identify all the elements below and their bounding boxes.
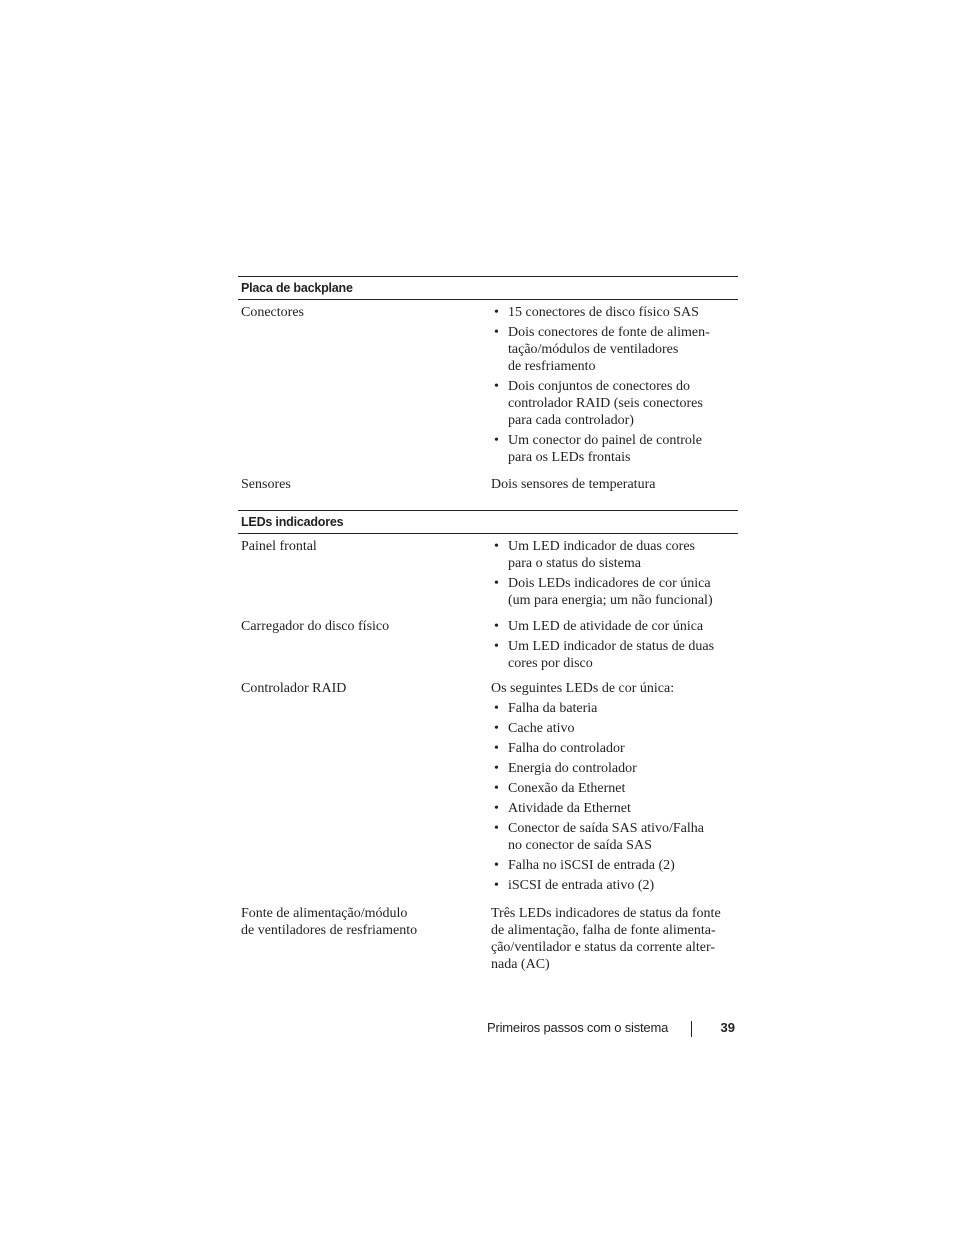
bullet-text: Um LED de atividade de cor única — [508, 619, 704, 634]
row-label: Painel frontal — [241, 539, 317, 554]
bullet-icon: • — [494, 305, 499, 320]
bullet-text: Um conector do painel de controle para os LEDs frontais — [508, 433, 702, 465]
section-title: Placa de backplane — [241, 281, 353, 295]
bullet-item — [491, 740, 731, 757]
bullet-text: Conector de saída SAS ativo/Falha no conector de saída SAS — [508, 821, 704, 853]
bullet-text: Falha da bateria — [508, 701, 598, 716]
bullet-item — [491, 700, 731, 717]
value-text: Dois sensores de temperatura — [491, 477, 656, 492]
bullet-item — [491, 378, 731, 429]
bullet-text: Atividade da Ethernet — [508, 801, 631, 816]
row-label: Controlador RAID — [241, 681, 347, 696]
footer-title: Primeiros passos com o sistema — [487, 1020, 669, 1035]
row-value — [491, 304, 731, 469]
bullet-item — [491, 780, 731, 797]
row-value — [491, 618, 731, 675]
bullet-item — [491, 800, 731, 817]
bullet-item — [491, 304, 731, 321]
bullet-icon: • — [494, 701, 499, 716]
footer-divider — [691, 1021, 692, 1037]
bullet-item — [491, 760, 731, 777]
row-value — [491, 680, 731, 897]
bullet-icon: • — [494, 878, 499, 893]
bullet-icon: • — [494, 821, 499, 836]
row-value — [491, 905, 731, 973]
bullet-icon: • — [494, 619, 499, 634]
bullet-icon: • — [494, 576, 499, 591]
value-text: Três LEDs indicadores de status da fonte de alimentação, falha de fonte alimenta- ção/ventilador e status da corrente alter- nada (AC) — [491, 906, 721, 972]
row-value — [491, 538, 731, 612]
bullet-icon: • — [494, 539, 499, 554]
row-label: Sensores — [241, 477, 291, 492]
bullet-item — [491, 877, 731, 894]
value-text: Os seguintes LEDs de cor única: — [491, 681, 675, 696]
bullet-item — [491, 638, 731, 672]
bullet-text: Dois LEDs indicadores de cor única (um para energia; um não funcional) — [508, 576, 713, 608]
page-footer — [487, 1019, 739, 1039]
section-backplane — [238, 276, 738, 492]
bullet-text: Falha no iSCSI de entrada (2) — [508, 858, 675, 873]
bullet-icon: • — [494, 781, 499, 796]
section-header — [238, 276, 738, 300]
row-value — [491, 476, 731, 493]
bullet-item — [491, 618, 731, 635]
bullet-icon: • — [494, 325, 499, 340]
bullet-item — [491, 538, 731, 572]
bullet-icon: • — [494, 433, 499, 448]
section-title: LEDs indicadores — [241, 515, 344, 529]
bullet-icon: • — [494, 721, 499, 736]
page-number: 39 — [720, 1020, 735, 1035]
section-leds — [238, 510, 738, 972]
bullet-text: iSCSI de entrada ativo (2) — [508, 878, 655, 893]
bullet-text: Um LED indicador de status de duas cores por disco — [508, 639, 715, 671]
bullet-icon: • — [494, 741, 499, 756]
bullet-text: Falha do controlador — [508, 741, 625, 756]
bullet-icon: • — [494, 801, 499, 816]
section-header — [238, 510, 738, 534]
bullet-text: 15 conectores de disco físico SAS — [508, 305, 699, 320]
bullet-icon: • — [494, 761, 499, 776]
bullet-text: Dois conjuntos de conectores do controlador RAID (seis conectores para cada controlador) — [508, 379, 703, 428]
bullet-item — [491, 857, 731, 874]
bullet-text: Dois conectores de fonte de alimen- tação/módulos de ventiladores de resfriamento — [508, 325, 710, 374]
bullet-text: Conexão da Ethernet — [508, 781, 626, 796]
bullet-text: Cache ativo — [508, 721, 575, 736]
bullet-item — [491, 324, 731, 375]
bullet-text: Energia do controlador — [508, 761, 637, 776]
bullet-item — [491, 432, 731, 466]
row-label: Conectores — [241, 305, 304, 320]
bullet-item — [491, 575, 731, 609]
row-label: Fonte de alimentação/módulo de ventiladores de resfriamento — [241, 906, 418, 938]
bullet-item — [491, 820, 731, 854]
row-label: Carregador do disco físico — [241, 619, 390, 634]
bullet-icon: • — [494, 858, 499, 873]
bullet-icon: • — [494, 639, 499, 654]
bullet-icon: • — [494, 379, 499, 394]
bullet-text: Um LED indicador de duas cores para o status do sistema — [508, 539, 695, 571]
bullet-item — [491, 720, 731, 737]
